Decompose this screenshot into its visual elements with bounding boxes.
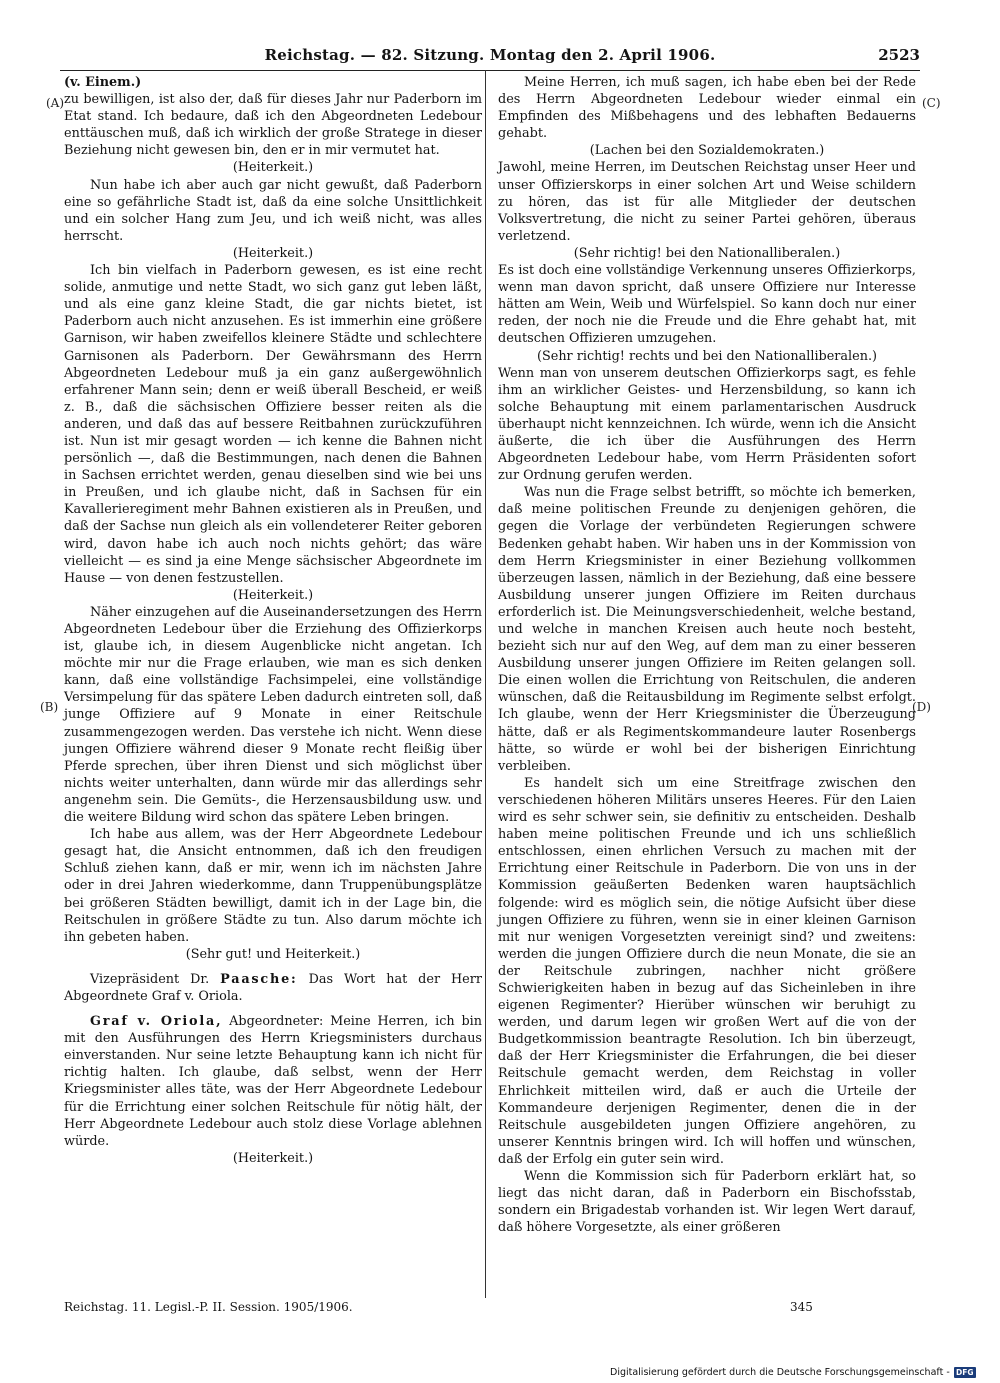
margin-letter-b: (B) [40,700,59,714]
reaction: (Heiterkeit.) [232,1150,314,1166]
running-title: Reichstag. — 82. Sitzung. Montag den 2. April 1906. [264,46,716,64]
margin-letter-a: (A) [46,96,65,110]
reaction: (Sehr richtig! rechts und bei den Nationalliberalen.) [536,348,878,364]
paragraph: Was nun die Frage selbst betrifft, so möchte ich bemerken, daß meine politischen Freunde zu denjenigen gehören, die gegen die Vorlage der verbündeten Regierungen schwere Bedenken gehabt haben. Wir haben uns in der Kommission von dem Herrn Kriegsminister in einer Beziehung vollkommen überzeugen lassen, nämlich in der Beziehung, daß eine bessere Ausbildung unserer jungen Offiziere im Reiten durchaus erforderlich ist. Die Meinungsverschiedenheit, welche bestand, und welche in manchen Kreisen auch heute noch besteht, bezieht sich nur auf den Weg, auf dem man zu einer besseren Ausbildung unserer jungen Offiziere im Reiten gelangen soll. Die einen wollen die Errichtung von Reitschulen, die anderen wünschen, daß die Reitausbildung im Regimente selbst erfolgt. Ich glaube, wenn der Herr Kriegsminister die Überzeugung hätte, daß er als Regimentskommandeure lauter Rosenbergs hätte, so würde er wohl bei der bisherigen Einrichtung verbleiben. [498,485,916,774]
paragraph: Nun habe ich aber auch gar nicht gewußt, daß Paderborn eine so gefährliche Stadt ist, daß da eine solche Unsittlichkeit und ein solcher Hang zum Jeu, und ich weiß nicht, was alles herrscht. [64,177,482,244]
right-column [498,74,916,1236]
speaker-name: Graf v. Oriola, [90,1014,223,1030]
margin-letter-d: (D) [912,700,931,714]
paragraph: Es ist doch eine vollständige Verkennung unseres Offizierkorps, wenn man davon spricht, daß unsere Offiziere nur Interesse hätten am Wein, Weib und Würfelspiel. So kann doch nur einer reden, der noch nie die Freude und die Ehre gehabt hat, mit deutschen Offizieren umzugehen. [498,263,916,347]
paragraph: Wenn die Kommission sich für Paderborn erklärt hat, so liegt das nicht daran, daß in Paderborn ein Bischofsstab, sondern ein Brigadestab vorhanden ist. Wir legen Wert darauf, daß höhere Vorgesetzte, als einer größeren [498,1169,916,1236]
reaction: (Sehr gut! und Heiterkeit.) [185,946,361,962]
reaction: (Sehr richtig! bei den Nationalliberalen.) [573,245,841,261]
margin-letter-c: (C) [922,96,941,110]
page-number: 2523 [878,46,920,64]
paragraph: Näher einzugehen auf die Auseinandersetzungen des Herrn Abgeordneten Ledebour über die Erziehung des Offizierkorps ist, glaube ich, in diesem Augenblicke nicht angetan. Ich möchte mir nur die Frage erlauben, wie man es sich denken kann, daß eine vollständige Fachsimpelei, eine vollständige Versimpelung für das spätere Leben dadurch eintreten soll, daß junge Offiziere auf 9 Monate in einer Reitschule zusammengezogen werden. Das verstehe ich nicht. Wenn diese jungen Offiziere während dieser 9 Monate recht fleißig über Pferde sprechen, über ihren Dienst und sich möglichst über nichts weiter unterhalten, dann würde mir das allerdings sehr angenehm sein. Die Gemüts-, die Herzensausbildung usw. und die weitere Bildung wird schon das spätere Leben bringen. [64,604,482,826]
speaker-tag: (v. Einem.) [64,75,142,90]
paragraph: Jawohl, meine Herren, im Deutschen Reichstag unser Heer und unser Offizierskorps in einer solchen Art und Weise schildern zu hören, das ist für alle Mitglieder der deutschen Volksvertretung, die nicht zu seiner Partei gehören, überaus verletzend. [498,160,916,244]
left-column [64,74,482,1167]
speaker-paragraph: Graf v. Oriola, Abgeordneter: Meine Herren, ich bin mit den Ausführungen des Herrn Kriegsministers durchaus einverstanden. Nur seine letzte Behauptung kann ich nicht für richtig halten. Ich glaube, daß selbst, wenn der Herr Kriegsminister alles täte, was der Herr Abgeordnete Ledebour für die Errichtung einer solchen Reitschule für nötig hält, der Herr Abgeordnete Ledebour auch stolz diese Vorlage ablehnen würde. [64,1014,482,1149]
reaction: (Lachen bei den Sozialdemokraten.) [589,143,825,159]
reaction: (Heiterkeit.) [232,587,314,603]
paragraph: Wenn man von unserem deutschen Offizierkorps sagt, es fehle ihm an wirklicher Geistes- und Herzensbildung, so kann ich solche Behauptung mit einem parlamentarischen Ausdruck überhaupt nicht kennzeichnen. Ich würde, wenn ich die Ansicht äußerte, die ich über die Ausführungen des Herrn Abgeordneten Ledebour habe, vom Herrn Präsidenten sofort zur Ordnung gerufen werden. [498,365,916,484]
reaction: (Heiterkeit.) [232,245,314,261]
dfg-logo: DFG [954,1367,976,1378]
speaker-name: Paasche: [220,971,298,987]
paragraph: Meine Herren, ich muß sagen, ich habe eben bei der Rede des Herrn Abgeordneten Ledebour wieder einmal ein Empfinden des Mißbehagens und des lebhaften Bedauerns gehabt. [498,75,916,142]
speaker-paragraph: Vizepräsident Dr. Paasche: Das Wort hat der Herr Abgeordnete Graf v. Oriola. [64,971,482,1004]
footer-session-info: Reichstag. 11. Legisl.-P. II. Session. 1905/1906. [64,1300,353,1314]
sheet-number: 345 [790,1300,813,1314]
reaction: (Heiterkeit.) [232,160,314,176]
paragraph: zu bewilligen, ist also der, daß für dieses Jahr nur Paderborn im Etat stand. Ich bedaure, daß ich den Abgeordneten Ledebour enttäuschen muß, daß ich wirklich der große Stratege in dieser Beziehung nicht gewesen bin, den er in mir vermutet hat. [64,92,482,159]
column-divider [485,70,486,1298]
paragraph: Ich bin vielfach in Paderborn gewesen, es ist eine recht solide, anmutige und nette Stadt, wo sich ganz gut leben läßt, und als eine ganz kleine Stadt, die gar nichts bietet, ist Paderborn auch nicht anzusehen. Es ist immerhin eine größere Garnison, wir haben zweifellos kleinere Städte und schlechtere Garnisonen als Paderborn. Der Gewährsmann des Herrn Abgeordneten Ledebour muß ja ein ganz außergewöhnlich erfahrener Mann sein; denn er weiß überall Bescheid, er weiß z. B., daß die sächsischen Offiziere besser reiten als die anderen, und daß das auf bessere Reitbahnen zurückzuführen ist. Nun ist mir gesagt worden — ich kenne die Bahnen nicht persönlich —, daß die Bestimmungen, nach denen die Bahnen in Sachsen errichtet werden, genau dieselben sind wie bei uns in Preußen, und ich glaube nicht, daß in Sachsen für ein Kavallerieregiment mehr Bahnen existieren als in Preußen, und daß der Sachse nun gleich als ein vollendeterer Reiter geboren wird, davon habe ich auch noch nichts gehört; das wäre vielleicht — es sind ja eine Menge sächsischer Abgeordnete im Hause — von denen festzustellen. [64,263,482,586]
paragraph: Es handelt sich um eine Streitfrage zwischen den verschiedenen höheren Militärs unseres Heeres. Für den Laien wird es sehr schwer sein, sie definitiv zu entscheiden. Deshalb haben meine politischen Freunde und ich uns schließlich entschlossen, einen ehrlichen Versuch zu machen mit der Errichtung einer Reitschule in Paderborn. Die von uns in der Kommission geäußerten Bedenken waren hauptsächlich folgende: wird es möglich sein, die nötige Aufsicht über diese jungen Offiziere zu führen, wenn sie in einer kleinen Garnison mit nur wenigen Vorgesetzten vereinigt sind? und zweitens: werden die jungen Offiziere durch die neun Monate, die sie an der Reitschule zubringen, nachher nicht größere Schwierigkeiten haben in bezug auf das Sicheinleben in ihre eigenen Regimenter? Hierüber wünschen wir beruhigt zu werden, und darum legen wir großen Wert auf die von der Budgetkommission beantragte Resolution. Ich bin überzeugt, daß der Herr Kriegsminister die Erfahrungen, die bei dieser Reitschule gemacht werden, dem Reichstag in voller Ehrlichkeit mitteilen wird, daß er auch die Urteile der Kommandeure derjenigen Regimenter, denen die in der Reitschule ausgebildeten jungen Offiziere angehören, zu unserer Kenntnis bringen wird. Ich will hoffen und wünschen, daß der Erfolg ein guter sein wird. [498,775,916,1167]
digitization-note: Digitalisierung gefördert durch die Deutsche Forschungsgemeinschaft - DFG [610,1367,976,1378]
paragraph: Ich habe aus allem, was der Herr Abgeordnete Ledebour gesagt hat, die Ansicht entnommen, daß ich den freudigen Schluß ziehen kann, daß er mir, wenn ich im nächsten Jahre oder in drei Jahren wiederkomme, dann Truppenübungsplätze bei größeren Städten bewilligt, damit ich in der Lage bin, die Reitschulen in größere Städte zu tun. Also darum möchte ich ihn gebeten haben. [64,827,482,945]
page-header [60,44,920,71]
